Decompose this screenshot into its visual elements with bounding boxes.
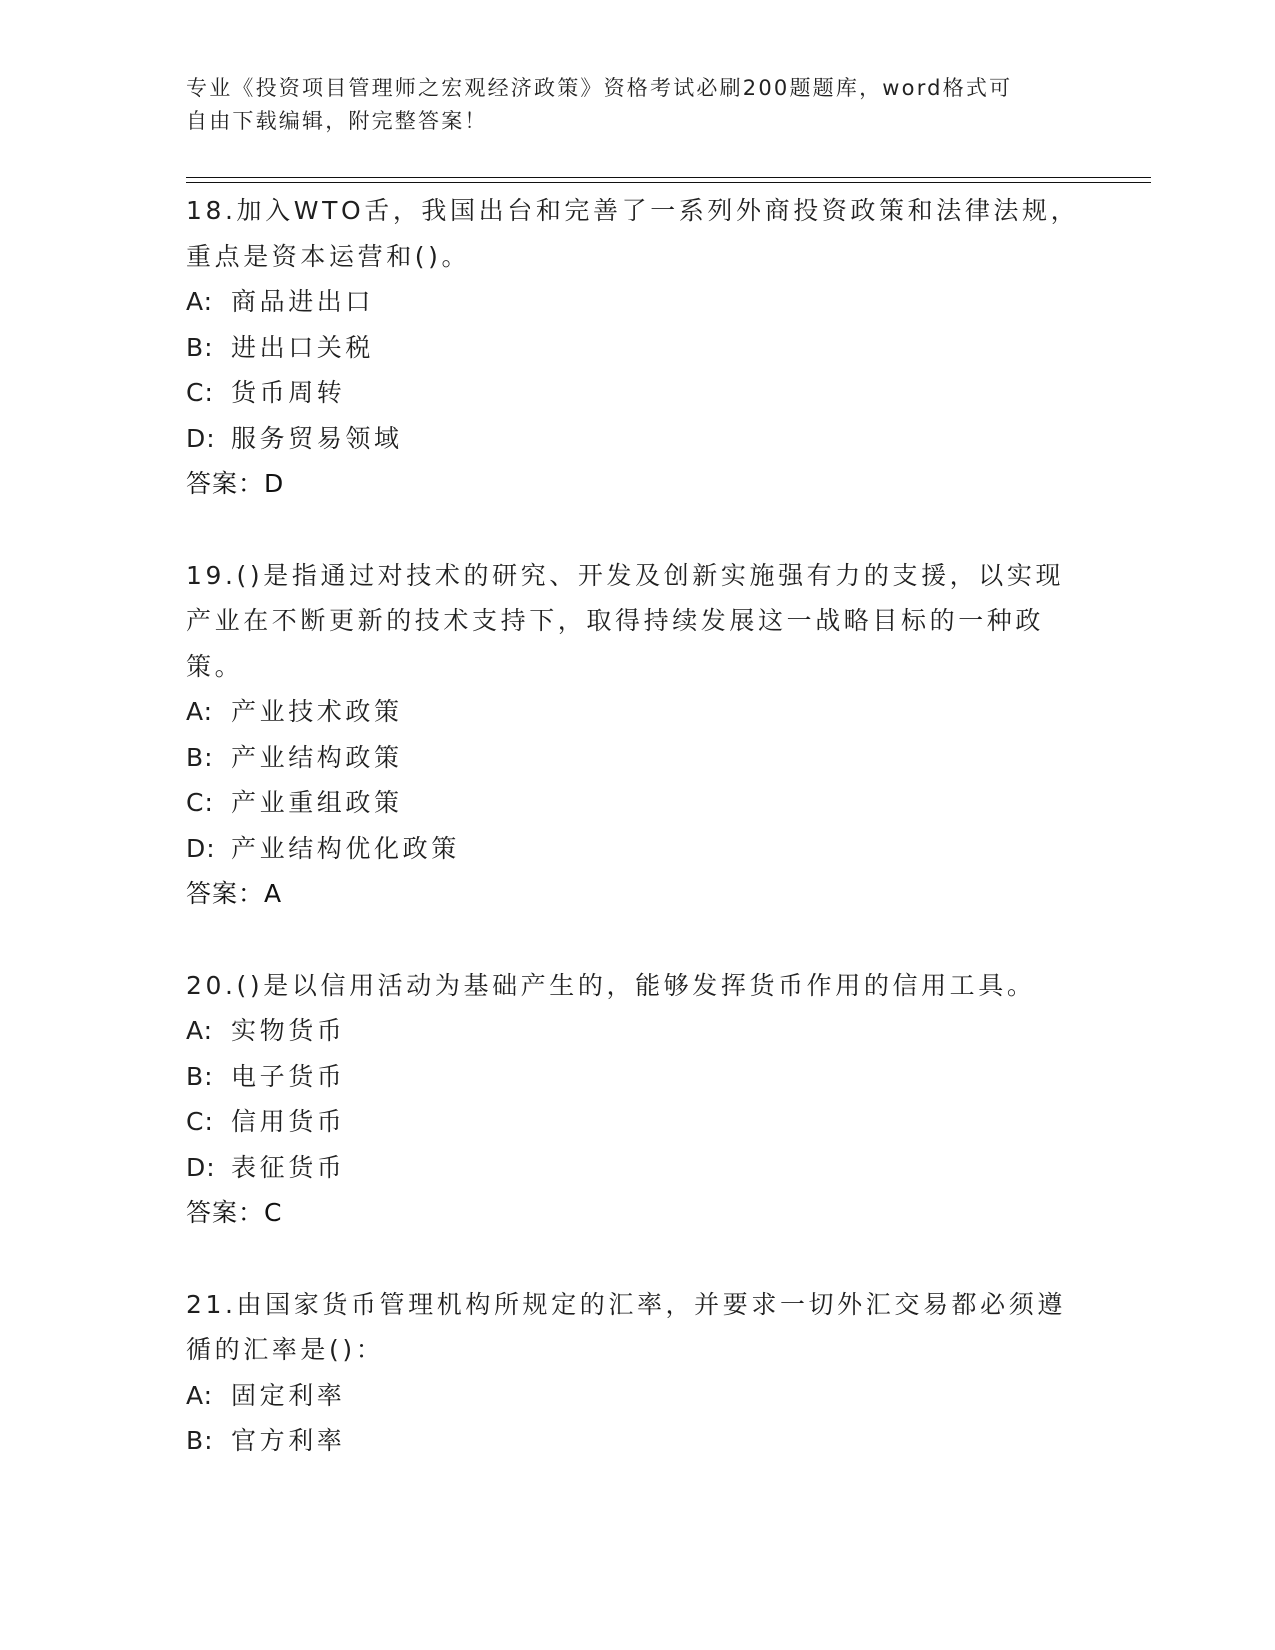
option-text: 服务贸易领域 [231,423,403,453]
question-list [186,188,1086,1464]
option-key: C: [186,788,214,817]
option-key: C: [186,378,214,407]
option-c [186,1099,1086,1145]
question-stem-line: 重点是资本运营和()。 [186,241,471,271]
answer-line: 答案：C [186,1198,283,1227]
question-stem-line: 21.由国家货币管理机构所规定的汇率，并要求一切外汇交易都必须遵 [186,1289,1066,1319]
question-stem-line: 19.()是指通过对技术的研究、开发及创新实施强有力的支援，以实现 [186,560,1065,590]
option-key: D: [186,1152,216,1182]
option-key: B: [186,1061,214,1091]
option-key: B: [186,1426,214,1455]
option-key: D: [186,423,216,453]
question-gap [186,917,1086,963]
question-19 [186,553,1086,917]
question-stem-line: 18.加入WTO舌，我国出台和完善了一系列外商投资政策和法律法规， [186,196,1080,225]
header-divider-top [186,177,1151,178]
option-a [186,279,1086,325]
question-gap [186,507,1086,553]
option-b [186,1418,1086,1464]
option-key: B: [186,742,214,772]
option-text: 进出口关税 [231,332,375,362]
option-c [186,370,1086,416]
option-d [186,416,1086,462]
option-text: 固定利率 [231,1380,346,1410]
option-text: 电子货币 [231,1061,346,1091]
option-text: 实物货币 [231,1016,346,1045]
option-key: A: [186,1380,214,1410]
option-a [186,689,1086,735]
question-stem-line: 20.()是以信用活动为基础产生的，能够发挥货币作用的信用工具。 [186,970,1036,1000]
option-text: 产业结构政策 [231,742,403,772]
option-key: B: [186,332,214,362]
option-d [186,826,1086,872]
option-text: 商品进出口 [231,287,375,316]
option-b [186,1054,1086,1100]
option-a [186,1008,1086,1054]
option-text: 信用货币 [231,1107,346,1136]
question-stem-line: 产业在不断更新的技术支持下，取得持续发展这一战略目标的一种政 [186,606,1045,635]
answer-line: 答案：A [186,879,283,908]
question-20 [186,963,1086,1236]
option-b [186,325,1086,371]
option-text: 产业技术政策 [231,697,403,726]
option-a [186,1373,1086,1419]
option-key: D: [186,833,216,863]
question-18 [186,188,1086,507]
document-header [186,72,1066,138]
option-key: A: [186,287,214,316]
option-text: 表征货币 [231,1152,346,1182]
question-stem-line: 策。 [186,651,244,681]
option-key: A: [186,1016,214,1045]
option-text: 货币周转 [231,378,346,407]
header-divider-bottom [186,182,1151,183]
question-gap [186,1236,1086,1282]
option-text: 产业重组政策 [231,788,403,817]
header-line-1: 专业《投资项目管理师之宏观经济政策》资格考试必刷200题题库，word格式可 [186,76,1013,100]
header-line-2: 自由下载编辑，附完整答案！ [186,109,488,133]
option-b [186,735,1086,781]
answer-line: 答案：D [186,469,285,498]
option-d [186,1145,1086,1191]
question-stem-line: 循的汇率是()： [186,1335,385,1364]
question-21 [186,1282,1086,1464]
option-key: A: [186,697,214,726]
option-c [186,780,1086,826]
option-text: 产业结构优化政策 [231,833,460,863]
option-text: 官方利率 [231,1426,346,1455]
option-key: C: [186,1107,214,1136]
